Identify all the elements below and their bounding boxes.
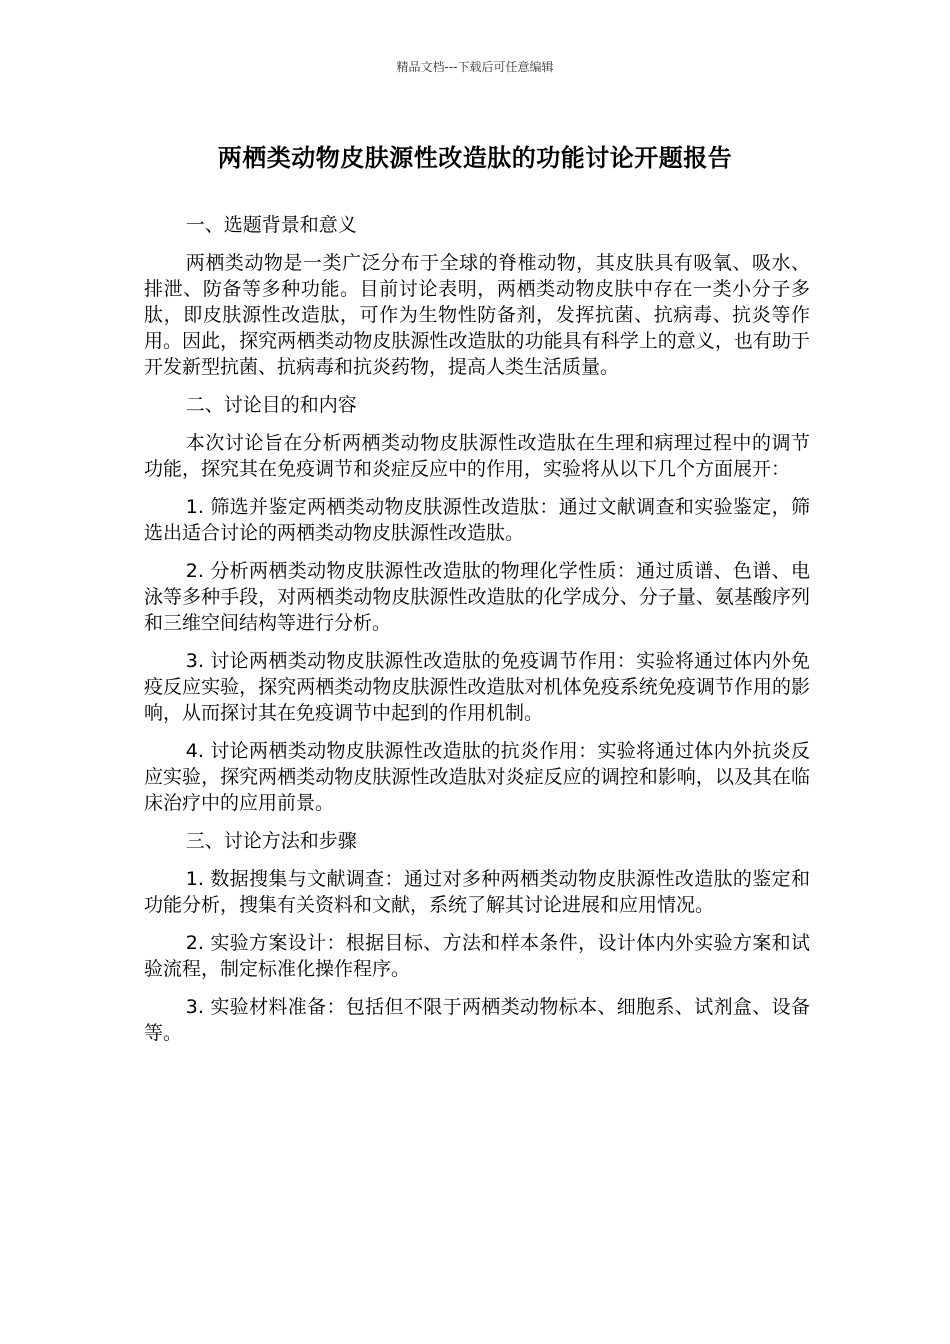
list-item-purpose-4: 4. 讨论两栖类动物皮肤源性改造肽的抗炎作用：实验将通过体内外抗炎反应实验，探究两栖类动物皮肤源性改造肽对炎症反应的调控和影响，以及其在临床治疗中的应用前景。 <box>144 740 810 814</box>
list-item-purpose-1: 1. 筛选并鉴定两栖类动物皮肤源性改造肽：通过文献调查和实验鉴定，筛选出适合讨论的两栖类动物皮肤源性改造肽。 <box>144 496 810 544</box>
document-body <box>144 212 810 1058</box>
list-item-method-2: 2. 实验方案设计：根据目标、方法和样本条件，设计体内外实验方案和试验流程，制定标准化操作程序。 <box>144 932 810 980</box>
list-item-purpose-3: 3. 讨论两栖类动物皮肤源性改造肽的免疫调节作用：实验将通过体内外免疫反应实验，探究两栖类动物皮肤源性改造肽对机体免疫系统免疫调节作用的影响，从而探讨其在免疫调节中起到的作用机制。 <box>144 650 810 724</box>
section-heading-purpose: 二、讨论目的和内容 <box>185 394 357 416</box>
paragraph-background: 两栖类动物是一类广泛分布于全球的脊椎动物，其皮肤具有吸氧、吸水、排泄、防备等多种功能。目前讨论表明，两栖类动物皮肤中存在一类小分子多肽，即皮肤源性改造肽，可作为生物性防备剂，发挥抗菌、抗病毒、抗炎等作用。因此，探究两栖类动物皮肤源性改造肽的功能具有科学上的意义，也有助于开发新型抗菌、抗病毒和抗炎药物，提高人类生活质量。 <box>144 252 810 378</box>
header-note: 精品文档---下载后可任意编辑 <box>396 60 554 74</box>
list-item-method-1: 1. 数据搜集与文献调查：通过对多种两栖类动物皮肤源性改造肽的鉴定和功能分析，搜集有关资料和文献，系统了解其讨论进展和应用情况。 <box>144 868 810 916</box>
section-heading-background: 一、选题背景和意义 <box>185 214 357 236</box>
paragraph-purpose: 本次讨论旨在分析两栖类动物皮肤源性改造肽在生理和病理过程中的调节功能，探究其在免疫调节和炎症反应中的作用，实验将从以下几个方面展开： <box>144 432 810 480</box>
list-item-purpose-2: 2. 分析两栖类动物皮肤源性改造肽的物理化学性质：通过质谱、色谱、电泳等多种手段，对两栖类动物皮肤源性改造肽的化学成分、分子量、氨基酸序列和三维空间结构等进行分析。 <box>144 560 810 634</box>
document-title: 两栖类动物皮肤源性改造肽的功能讨论开题报告 <box>217 144 733 172</box>
section-heading-methods: 三、讨论方法和步骤 <box>185 830 357 852</box>
list-item-method-3: 3. 实验材料准备：包括但不限于两栖类动物标本、细胞系、试剂盒、设备等。 <box>144 996 810 1044</box>
